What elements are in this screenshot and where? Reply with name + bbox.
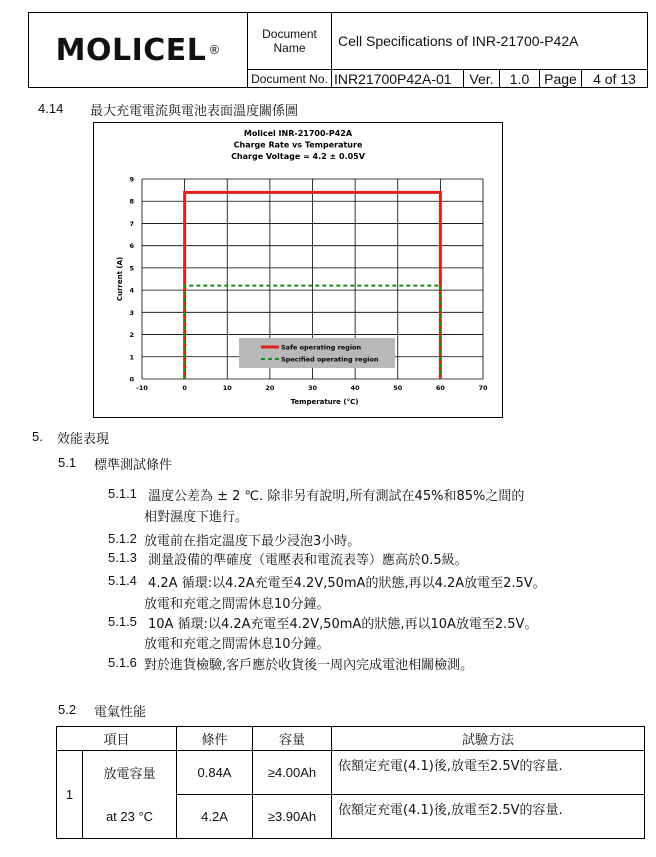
header-capacity: 容量 xyxy=(253,727,332,751)
legend-box xyxy=(239,338,395,368)
item-5-1-4-line1: 4.2A 循環:以4.2A充電至4.2V,50mA的狀態,再以4.2A放電至2.5V。 xyxy=(148,576,546,591)
y-tick-label: 9 xyxy=(129,175,134,184)
section-5-number: 5. xyxy=(32,429,43,444)
y-tick-label: 7 xyxy=(129,219,134,228)
doc-no-label: Document No. xyxy=(247,70,331,87)
item-5-1-1-line2: 相對濕度下進行。 xyxy=(144,510,249,525)
registered-mark: ® xyxy=(208,43,221,57)
table-row xyxy=(57,751,645,795)
chart-svg xyxy=(94,123,502,417)
section-5-1-title: 標準測試條件 xyxy=(94,458,173,473)
x-tick-label: 20 xyxy=(265,384,275,392)
item-5-1-1-num: 5.1.1 xyxy=(108,486,137,501)
document-title: Cell Specifications of INR-21700-P42A xyxy=(331,13,647,70)
x-tick-label: 30 xyxy=(307,384,318,392)
method-cell: 依額定充電(4.1)後,放電至2.5V的容量. xyxy=(332,751,645,795)
electrical-performance-table xyxy=(56,726,645,839)
section-4-14-title: 最大充電電流與電池表面溫度關係圖 xyxy=(90,104,299,119)
x-tick-label: -10 xyxy=(136,384,148,392)
item-5-1-5-line2: 放電和充電之間需休息10分鐘。 xyxy=(144,637,330,652)
section-4-14-number: 4.14 xyxy=(38,101,64,116)
item-name-line2: at 23 °C xyxy=(83,795,177,839)
header-item: 項目 xyxy=(57,727,177,751)
y-tick-label: 8 xyxy=(129,197,134,206)
item-5-1-2-num: 5.1.2 xyxy=(108,531,137,546)
y-tick-label: 4 xyxy=(129,286,134,295)
section-5-2-number: 5.2 xyxy=(58,702,77,717)
document-name-label: Document Name xyxy=(247,13,331,70)
logo-text: MOLICEL xyxy=(55,32,207,68)
item-5-1-6-num: 5.1.6 xyxy=(108,655,137,670)
x-axis-label: Temperature (°C) xyxy=(290,398,359,406)
item-5-1-6-line1: 對於進貨檢驗,客戶應於收貨後一周內完成電池相關檢測。 xyxy=(144,658,474,673)
item-5-1-4-num: 5.1.4 xyxy=(108,573,137,588)
page-label: Page xyxy=(539,70,581,87)
ver-label: Ver. xyxy=(463,70,499,87)
molicel-logo xyxy=(29,13,247,87)
capacity-cell: ≥3.90Ah xyxy=(253,795,332,839)
capacity-cell: ≥4.00Ah xyxy=(253,751,332,795)
item-5-1-5-line1: 10A 循環:以4.2A充電至4.2V,50mA的狀態,再以10A放電至2.5V。 xyxy=(148,617,538,632)
item-5-1-2-line1: 放電前在指定溫度下最少浸泡3小時。 xyxy=(144,534,361,549)
ver-value: 1.0 xyxy=(499,70,539,87)
chart-title-line: Charge Rate vs Temperature xyxy=(233,140,363,150)
chart-title-line: Molicel INR-21700-P42A xyxy=(243,129,353,138)
x-tick-label: 10 xyxy=(222,384,232,392)
method-cell: 依額定充電(4.1)後,放電至2.5V的容量. xyxy=(332,795,645,839)
y-axis-label: Current (A) xyxy=(116,256,124,302)
charge-rate-chart xyxy=(93,122,503,418)
header-test-method: 試驗方法 xyxy=(332,727,645,751)
legend-label: Specified operating region xyxy=(281,355,379,364)
document-header xyxy=(28,12,648,88)
x-tick-label: 0 xyxy=(182,384,187,392)
y-tick-label: 1 xyxy=(129,353,134,362)
item-5-1-5-num: 5.1.5 xyxy=(108,614,137,629)
item-5-1-3-num: 5.1.3 xyxy=(108,550,137,565)
row-number: 1 xyxy=(57,751,83,839)
condition-cell: 4.2A xyxy=(177,795,253,839)
item-name-line1: 放電容量 xyxy=(83,751,177,795)
x-tick-label: 70 xyxy=(478,384,488,392)
header-condition: 條件 xyxy=(177,727,253,751)
y-tick-label: 0 xyxy=(129,375,134,384)
x-tick-label: 60 xyxy=(435,384,445,392)
legend-label: Safe operating region xyxy=(281,343,362,352)
condition-cell: 0.84A xyxy=(177,751,253,795)
section-5-title: 效能表現 xyxy=(57,432,110,447)
item-5-1-4-line2: 放電和充電之間需休息10分鐘。 xyxy=(144,597,330,612)
page-value: 4 of 13 xyxy=(581,70,647,87)
x-tick-label: 50 xyxy=(393,384,403,392)
y-tick-label: 2 xyxy=(129,331,134,340)
y-tick-label: 5 xyxy=(129,264,134,273)
section-5-2-title: 電氣性能 xyxy=(94,705,147,720)
table-header-row xyxy=(57,727,645,751)
doc-no-value: INR21700P42A-01 xyxy=(331,70,463,87)
section-5-1-number: 5.1 xyxy=(58,455,77,470)
chart-title-line: Charge Voltage = 4.2 ± 0.05V xyxy=(231,152,365,161)
y-tick-label: 6 xyxy=(129,242,134,251)
item-5-1-1-line1: 溫度公差為 ± 2 ℃. 除非另有說明,所有測試在45%和85%之間的 xyxy=(148,489,525,504)
table-row xyxy=(57,795,645,839)
item-5-1-3-line1: 測量設備的準確度（電壓表和電流表等）應高於0.5級。 xyxy=(148,553,468,568)
y-tick-label: 3 xyxy=(129,308,134,317)
x-tick-label: 40 xyxy=(350,384,360,392)
